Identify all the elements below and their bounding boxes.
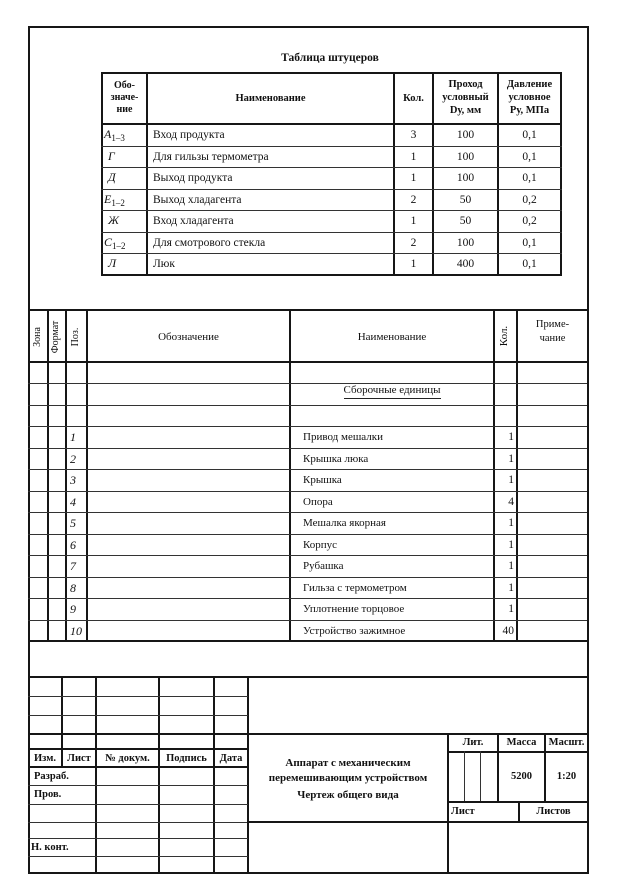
nozzle-bore: 100: [456, 172, 475, 184]
spec-row-line: [28, 555, 587, 556]
nozzle-header-bore: Проход условный Dу, мм: [442, 79, 489, 116]
nozzle-qty: 2: [410, 194, 417, 206]
spec-pos: 7: [70, 559, 76, 573]
nozzle-name: Для смотрового стекла: [153, 237, 266, 249]
role-developed: Разраб.: [34, 771, 69, 782]
spec-header-qty: Кол.: [498, 325, 510, 347]
nozzle-pressure: 0,1: [522, 258, 537, 270]
spec-qty: 1: [508, 539, 514, 551]
spec-row-line: [28, 512, 587, 513]
spec-row-line: [28, 448, 587, 449]
header-sheet: Лист: [67, 753, 91, 764]
nozzle-designation: Ж: [108, 213, 119, 227]
nozzle-designation: Д: [108, 170, 116, 184]
spec-qty: 4: [508, 496, 514, 508]
spec-header-name: Наименование: [357, 331, 427, 343]
spec-name: Уплотнение торцовое: [303, 603, 405, 615]
nozzle-name: Выход продукта: [153, 172, 233, 184]
nozzle-bore: 50: [459, 194, 472, 206]
role-checked: Пров.: [34, 789, 62, 800]
nozzle-name: Вход продукта: [153, 129, 225, 141]
nozzle-name: Люк: [153, 258, 175, 270]
nozzle-qty: 3: [410, 129, 417, 141]
spec-row-line: [28, 469, 587, 470]
nozzle-header-qty: Кол.: [403, 93, 424, 104]
spec-name: Гильза с термометром: [303, 582, 407, 594]
nozzle-pressure: 0,2: [522, 215, 537, 227]
spec-qty: 1: [508, 582, 514, 594]
header-signature: Подпись: [166, 753, 207, 764]
nozzle-qty: 1: [410, 215, 417, 227]
spec-qty: 1: [508, 517, 514, 529]
nozzle-header-pressure: Давление условное Pу, МПа: [506, 79, 553, 116]
nozzle-qty: 2: [410, 237, 417, 249]
nozzle-pressure: 0,2: [522, 194, 537, 206]
spec-name: Рубашка: [303, 560, 344, 572]
nozzle-name: Для гильзы термометра: [153, 151, 269, 163]
spec-pos: 1: [70, 430, 76, 444]
nozzle-table-title: Таблица штуцеров: [281, 52, 379, 64]
spec-row-line: [28, 577, 587, 578]
role-norm-control: Н. конт.: [31, 842, 69, 853]
nozzle-designation: Л: [108, 256, 117, 270]
spec-pos: 10: [70, 624, 82, 638]
nozzle-bore: 100: [456, 129, 475, 141]
sheet-label: Лист: [451, 806, 475, 817]
spec-row-line: [28, 491, 587, 492]
nozzle-header-designation: Обо- значе- ние: [110, 80, 139, 115]
nozzle-name: Выход хладагента: [153, 194, 242, 206]
spec-header-pos: Поз.: [70, 327, 81, 347]
scale-value: 1:20: [556, 771, 577, 782]
sheets-label: Листов: [536, 806, 571, 817]
nozzle-pressure: 0,1: [522, 129, 537, 141]
nozzle-name: Вход хладагента: [153, 215, 234, 227]
spec-qty: 40: [502, 625, 514, 637]
nozzle-designation: $A_{1-3}$: [104, 127, 125, 143]
spec-name: Крышка: [303, 474, 342, 486]
mass-label: Масса: [506, 737, 537, 748]
spec-pos: 5: [70, 516, 76, 530]
spec-pos: 8: [70, 581, 76, 595]
spec-name: Крышка люка: [303, 453, 369, 465]
document-title: Аппарат с механическим перемешивающим устройством Чертеж общего вида: [268, 757, 428, 801]
nozzle-designation: Г: [108, 149, 115, 163]
spec-row-line: [28, 534, 587, 535]
spec-name: Устройство зажимное: [303, 625, 406, 637]
nozzle-qty: 1: [410, 151, 417, 163]
spec-header-zone: Зона: [32, 327, 43, 347]
header-date: Дата: [219, 753, 243, 764]
spec-name: Привод мешалки: [303, 431, 383, 443]
nozzle-designation: $С_{1-2}$: [104, 235, 126, 251]
spec-pos: 9: [70, 602, 76, 616]
nozzle-pressure: 0,1: [522, 151, 537, 163]
nozzle-bore: 100: [456, 237, 475, 249]
spec-row-line: [28, 426, 587, 427]
nozzle-qty: 1: [410, 258, 417, 270]
spec-header-format: Формат: [50, 320, 61, 354]
mass-value: 5200: [511, 771, 532, 782]
nozzle-bore: 50: [459, 215, 472, 227]
spec-qty: 1: [508, 474, 514, 486]
nozzle-designation: $Е_{1-2}$: [104, 192, 125, 208]
header-change: Изм.: [33, 753, 56, 764]
spec-pos: 3: [70, 473, 76, 487]
spec-row-line: [28, 405, 587, 406]
spec-qty: 1: [508, 453, 514, 465]
spec-qty: 1: [508, 431, 514, 443]
spec-header-note: Приме- чание: [535, 319, 570, 344]
nozzle-header-name: Наименование: [235, 93, 306, 104]
spec-pos: 6: [70, 538, 76, 552]
spec-header-designation: Обозначение: [158, 331, 219, 343]
nozzle-pressure: 0,1: [522, 172, 537, 184]
nozzle-bore: 400: [456, 258, 475, 270]
nozzle-bore: 100: [456, 151, 475, 163]
spec-name: Мешалка якорная: [303, 517, 386, 529]
nozzle-qty: 1: [410, 172, 417, 184]
section-title: Сборочные единицы: [291, 384, 493, 396]
spec-pos: 2: [70, 452, 76, 466]
spec-row-line: [28, 598, 587, 599]
spec-name: Опора: [303, 496, 333, 508]
spec-qty: 1: [508, 603, 514, 615]
lit-label: Лит.: [462, 737, 484, 748]
spec-name: Корпус: [303, 539, 338, 551]
header-doc-number: № докум.: [105, 753, 150, 764]
spec-row-line: [28, 620, 587, 621]
nozzle-pressure: 0,1: [522, 237, 537, 249]
spec-qty: 1: [508, 560, 514, 572]
spec-pos: 4: [70, 495, 76, 509]
scale-label: Масшт.: [548, 737, 585, 748]
